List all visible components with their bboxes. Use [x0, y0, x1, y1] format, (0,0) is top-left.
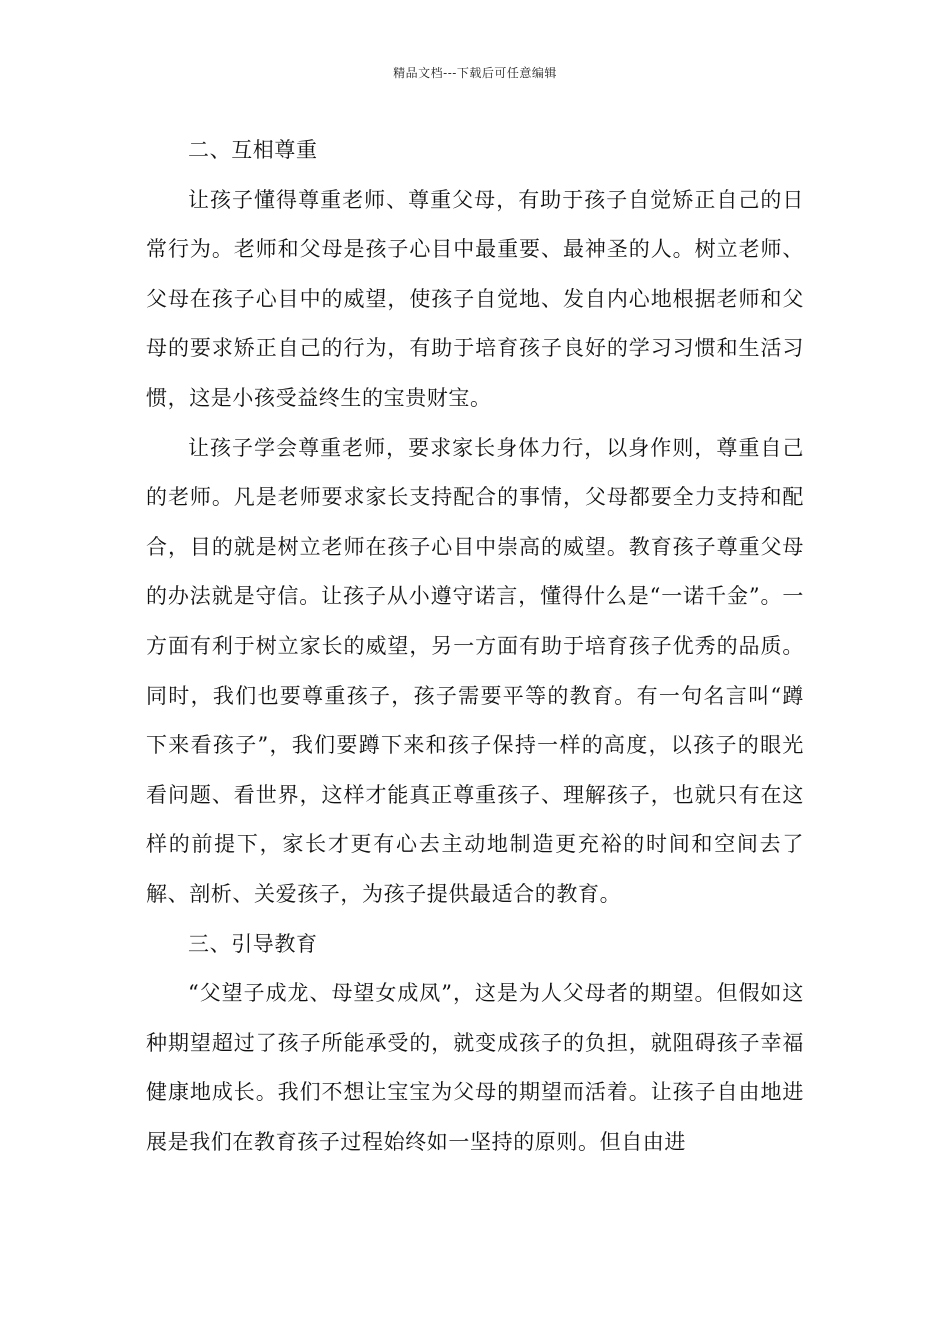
section-heading: 二、互相尊重 [188, 138, 318, 162]
body-paragraph: “父望子成龙、母望女成凤”，这是为人父母者的期望。但假如这种期望超过了孩子所能承受的，就变成孩子的负担，就阻碍孩子幸福健康地成长。我们不想让宝宝为父母的期望而活着。让孩子自由地进展是我们在教育孩子过程始终如一坚持的原则。但自由进 [146, 981, 804, 1154]
section-heading: 三、引导教育 [188, 931, 318, 956]
page-header: 精品文档---下载后可任意编辑 [393, 66, 557, 80]
body-paragraph: 让孩子学会尊重老师，要求家长身体力行，以身作则，尊重自己的老师。凡是老师要求家长支持配合的事情，父母都要全力支持和配合，目的就是树立老师在孩子心目中崇高的威望。教育孩子尊重父母的办法就是守信。让孩子从小遵守诺言，懂得什么是“一诺千金”。一方面有利于树立家长的威望，另一方面有助于培育孩子优秀的品质。同时，我们也要尊重孩子，孩子需要平等的教育。有一句名言叫“蹲下来看孩子”，我们要蹲下来和孩子保持一样的高度，以孩子的眼光看问题、看世界，这样才能真正尊重孩子、理解孩子，也就只有在这样的前提下，家长才更有心去主动地制造更充裕的时间和空间去了解、剖析、关爱孩子，为孩子提供最适合的教育。 [146, 435, 804, 906]
body-paragraph: 让孩子懂得尊重老师、尊重父母，有助于孩子自觉矫正自己的日常行为。老师和父母是孩子心目中最重要、最神圣的人。树立老师、父母在孩子心目中的威望，使孩子自觉地、发自内心地根据老师和父母的要求矫正自己的行为，有助于培育孩子良好的学习习惯和生活习惯，这是小孩受益终生的宝贵财宝。 [146, 187, 804, 410]
document-body [146, 126, 804, 1167]
